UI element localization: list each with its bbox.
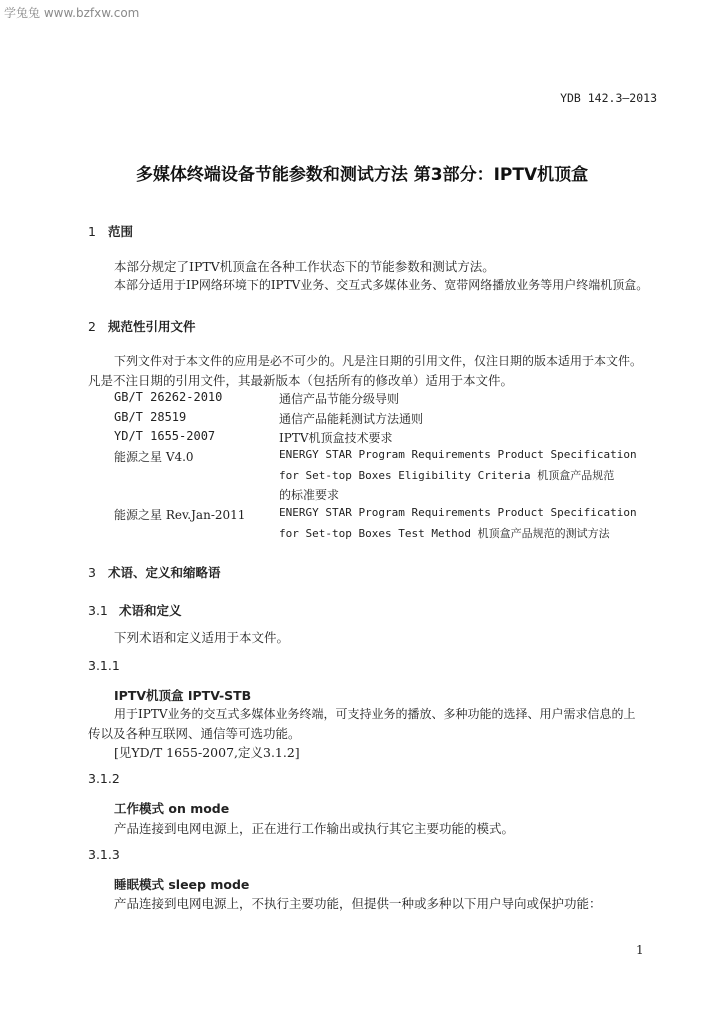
term-source: [见YD/T 1655-2007,定义3.1.2] xyxy=(114,745,300,760)
paragraph: 下列文件对于本文件的应用是必不可少的。凡是注日期的引用文件，仅注日期的版本适用于本文件。 xyxy=(114,354,643,368)
document-title: 多媒体终端设备节能参数和测试方法 第3部分：IPTV机顶盒 xyxy=(135,165,589,185)
reference-title: IPTV机顶盒技术要求 xyxy=(279,431,393,445)
section-number: 3.1 xyxy=(88,603,108,618)
reference-title: 通信产品节能分级导则 xyxy=(279,392,400,406)
section-number: 2 xyxy=(88,319,96,334)
reference-code: YD/T 1655-2007 xyxy=(114,429,216,443)
term-definition: 产品连接到电网电源上，不执行主要功能，但提供一种或多种以下用户导向或保护功能： xyxy=(114,896,602,911)
term-number: 3.1.3 xyxy=(88,847,120,862)
paragraph: 本部分规定了IPTV机顶盒在各种工作状态下的节能参数和测试方法。 xyxy=(114,259,495,274)
watermark: 学兔兔 www.bzfxw.com xyxy=(4,6,140,20)
section-1-heading xyxy=(88,222,133,240)
standard-number: YDB 142.3—2013 xyxy=(560,91,657,105)
term-number: 3.1.1 xyxy=(88,658,120,673)
reference-title: ENERGY STAR Program Requirements Product Specification xyxy=(279,448,637,461)
section-title: 规范性引用文件 xyxy=(108,319,196,334)
reference-code: GB/T 26262-2010 xyxy=(114,390,223,404)
section-number: 1 xyxy=(88,224,96,239)
subsection-3-1-heading xyxy=(88,601,182,619)
reference-code: 能源之星 V4.0 xyxy=(114,450,194,464)
section-title: 范围 xyxy=(108,224,134,239)
section-title: 术语和定义 xyxy=(119,603,182,618)
reference-title: for Set-top Boxes Test Method 机顶盒产品规范的测试方法 xyxy=(279,527,610,540)
reference-title: 通信产品能耗测试方法通则 xyxy=(279,412,424,426)
paragraph: 下列术语和定义适用于本文件。 xyxy=(114,630,290,645)
term-number: 3.1.2 xyxy=(88,771,120,786)
term-definition: 产品连接到电网电源上，正在进行工作输出或执行其它主要功能的模式。 xyxy=(114,821,515,836)
page-number: 1 xyxy=(636,943,644,957)
reference-title: 的标准要求 xyxy=(279,488,340,502)
reference-title: for Set-top Boxes Eligibility Criteria 机顶盒产品规范 xyxy=(279,469,615,482)
section-title: 术语、定义和缩略语 xyxy=(108,565,221,580)
reference-title: ENERGY STAR Program Requirements Product Specification xyxy=(279,506,637,519)
section-number: 3 xyxy=(88,565,96,580)
paragraph: 凡是不注日期的引用文件，其最新版本（包括所有的修改单）适用于本文件。 xyxy=(88,373,514,388)
reference-code: 能源之星 Rev.Jan-2011 xyxy=(114,508,246,522)
section-2-heading xyxy=(88,317,196,335)
paragraph: 本部分适用于IP网络环境下的IPTV业务、交互式多媒体业务、宽带网络播放业务等用户终端机顶盒。 xyxy=(114,278,649,292)
reference-code: GB/T 28519 xyxy=(114,410,187,424)
term-name: 工作模式 on mode xyxy=(114,801,230,816)
section-3-heading xyxy=(88,563,221,581)
term-definition: 传以及各种互联网、通信等可选功能。 xyxy=(88,726,301,741)
term-name: 睡眠模式 sleep mode xyxy=(114,877,250,892)
term-definition: 用于IPTV业务的交互式多媒体业务终端，可支持业务的播放、多种功能的选择、用户需求信息的上 xyxy=(114,707,636,721)
term-name: IPTV机顶盒 IPTV-STB xyxy=(114,688,252,703)
